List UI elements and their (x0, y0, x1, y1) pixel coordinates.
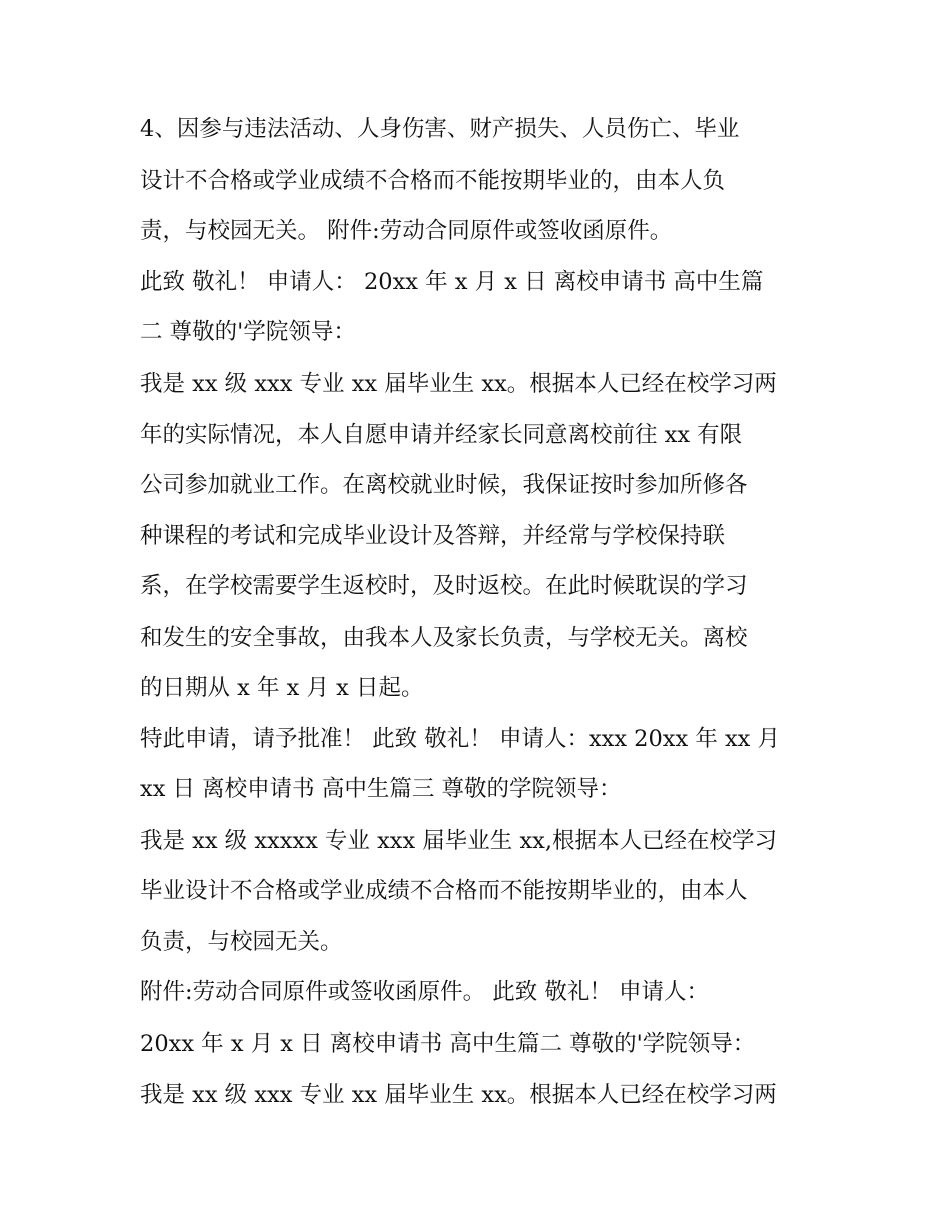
text-line-16: 毕业设计不合格或学业成绩不合格而不能按期毕业的，由本人 (140, 878, 748, 904)
text-line-5: 二 尊敬的'学院领导： (140, 319, 356, 345)
text-line-9: 种课程的考试和完成毕业设计及答辩，并经常与学校保持联 (140, 523, 726, 549)
text-line-4: 此致 敬礼！ 申请人： 20xx 年 x 月 x 日 离校申请书 高中生篇 (140, 269, 764, 295)
text-line-15: 我是 xx 级 xxxxx 专业 xxx 届毕业生 xx,根据本人已经在校学习 (140, 828, 777, 854)
text-line-7: 年的实际情况，本人自愿申请并经家长同意离校前往 xx 有限 (140, 422, 743, 448)
text-line-19: 20xx 年 x 月 x 日 离校申请书 高中生篇二 尊敬的'学院领导： (140, 1031, 756, 1057)
text-line-18: 附件:劳动合同原件或签收函原件。 此致 敬礼！ 申请人： (140, 979, 710, 1005)
text-line-20: 我是 xx 级 xxx 专业 xx 届毕业生 xx。根据本人已经在校学习两 (140, 1082, 777, 1108)
text-line-8: 公司参加就业工作。在离校就业时候，我保证按时参加所修各 (140, 472, 748, 498)
text-line-11: 和发生的安全事故，由我本人及家长负责，与学校无关。离校 (140, 625, 748, 651)
text-line-13: 特此申请，请予批准！ 此致 敬礼！ 申请人：xxx 20xx 年 xx 月 (140, 726, 781, 752)
text-line-10: 系，在学校需要学生返校时，及时返校。在此时候耽误的学习 (140, 573, 748, 599)
text-line-6: 我是 xx 级 xxx 专业 xx 届毕业生 xx。根据本人已经在校学习两 (140, 371, 777, 397)
text-line-1: 4、因参与违法活动、人身伤害、财产损失、人员伤亡、毕业 (140, 116, 740, 142)
text-line-3: 责，与校园无关。 附件:劳动合同原件或签收函原件。 (140, 218, 673, 244)
text-line-14: xx 日 离校申请书 高中生篇三 尊敬的学院领导： (140, 776, 622, 802)
text-line-12: 的日期从 x 年 x 月 x 日起。 (140, 675, 424, 701)
text-line-17: 负责，与校园无关。 (140, 929, 343, 955)
text-line-2: 设计不合格或学业成绩不合格而不能按期毕业的，由本人负 (140, 168, 726, 194)
